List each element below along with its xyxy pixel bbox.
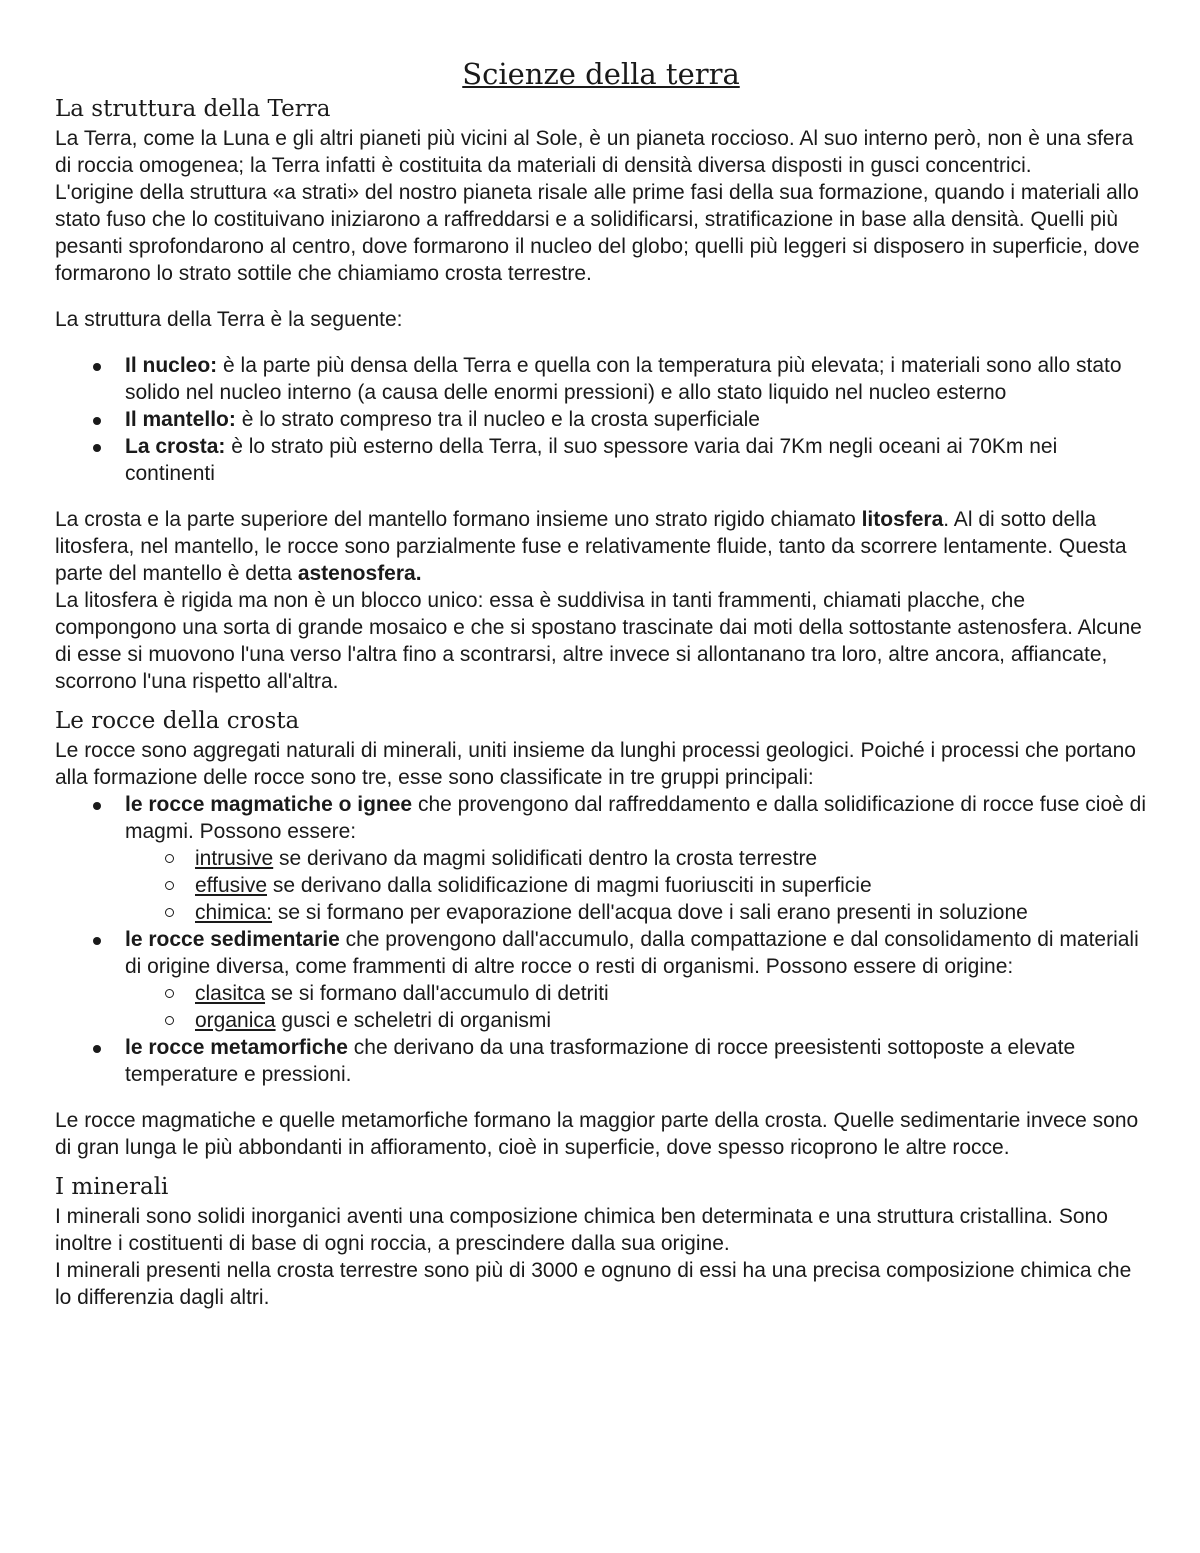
sub-item-text: gusci e scheletri di organismi	[275, 1009, 552, 1032]
sub-list-item	[195, 1007, 1147, 1034]
sub-item-term: effusive	[195, 874, 267, 897]
sub-item-text: se si formano dall'accumulo di detriti	[265, 982, 609, 1005]
bullet-list	[55, 791, 1147, 1088]
list-item-term: le rocce sedimentarie	[125, 928, 340, 951]
list-item	[125, 791, 1147, 926]
bold-term: litosfera	[861, 508, 944, 531]
text-run: La crosta e la parte superiore del mantello formano insieme uno strato rigido chiamato	[55, 508, 862, 531]
list-item-text: che derivano da una trasformazione di rocce preesistenti sottoposte a elevate temperature e pressioni.	[125, 1036, 1076, 1086]
paragraph: Le rocce magmatiche e quelle metamorfiche formano la maggior parte della crosta. Quelle sedimentarie invece sono di gran lunga le più abbondanti in affioramento, cioè in superficie, dove spesso ricoprono le altre rocce.	[55, 1109, 1139, 1159]
section-heading-struttura: La struttura della Terra	[55, 96, 331, 122]
sub-list-item	[195, 899, 1147, 926]
list-item-text: è lo strato più esterno della Terra, il suo spessore varia dai 7Km negli oceani ai 70Km nei continenti	[125, 435, 1058, 485]
sub-list-item	[195, 845, 1147, 872]
sub-item-term: organica	[195, 1009, 276, 1032]
list-item-text: che provengono dal raffreddamento e dalla solidificazione di rocce fuse cioè di magmi. Possono essere:	[125, 793, 1147, 843]
list-item-text: che provengono dall'accumulo, dalla compattazione e dal consolidamento di materiali di origine diversa, come frammenti di altre rocce o resti di organismi. Possono essere di origine:	[125, 928, 1139, 978]
sub-item-text: se si formano per evaporazione dell'acqua dove i sali erano presenti in soluzione	[272, 901, 1028, 924]
section-heading-minerali: I minerali	[55, 1174, 169, 1200]
paragraph: La litosfera è rigida ma non è un blocco unico: essa è suddivisa in tanti frammenti, chiamati placche, che compongono una sorta di grande mosaico e che si spostano trascinate dai moti della sottostante astenosfera. Alcune di esse si muovono l'una verso l'altra fino a scontrarsi, altre invece si allontanano tra loro, altre ancora, affiancate, scorrono l'una rispetto all'altra.	[55, 589, 1142, 693]
sub-item-term: chimica:	[195, 901, 273, 924]
list-item-term: le rocce magmatiche o ignee	[125, 793, 413, 816]
bullet-list	[55, 352, 1147, 487]
document-title: Scienze della terra	[462, 57, 740, 91]
list-item	[125, 926, 1147, 1034]
sub-list	[125, 845, 1147, 926]
list-item-text: è lo strato compreso tra il nucleo e la crosta superficiale	[235, 408, 760, 431]
section-heading-rocce: Le rocce della crosta	[55, 708, 300, 734]
paragraph	[55, 506, 1147, 587]
list-item-term: La crosta:	[125, 435, 226, 458]
paragraph: I minerali sono solidi inorganici aventi una composizione chimica ben determinata e una struttura cristallina. Sono inoltre i costituenti di base di ogni roccia, a prescindere dalla sua origine.	[55, 1205, 1108, 1255]
paragraph: La struttura della Terra è la seguente:	[55, 308, 403, 331]
paragraph: L'origine della struttura «a strati» del nostro pianeta risale alle prime fasi della sua formazione, quando i materiali allo stato fuso che lo costituivano iniziarono a raffreddarsi e a solidificarsi, stratificazione in base alla densità. Quelli più pesanti sprofondarono al centro, dove formarono il nucleo del globo; quelli più leggeri si disposero in superficie, dove formarono lo strato sottile che chiamiamo crosta terrestre.	[55, 181, 1140, 285]
list-item-text: è la parte più densa della Terra e quella con la temperatura più elevata; i materiali sono allo stato solido nel nucleo interno (a causa delle enormi pressioni) e allo stato liquido nel nucleo esterno	[125, 354, 1122, 404]
paragraph: La Terra, come la Luna e gli altri pianeti più vicini al Sole, è un pianeta roccioso. Al suo interno però, non è una sfera di roccia omogenea; la Terra infatti è costituita da materiali di densità diversa disposti in gusci concentrici.	[55, 127, 1134, 177]
sub-list-item	[195, 980, 1147, 1007]
sub-list-item	[195, 872, 1147, 899]
sub-item-term: clasitca	[195, 982, 266, 1005]
sub-list	[125, 980, 1147, 1034]
sub-item-text: se derivano da magmi solidificati dentro la crosta terrestre	[273, 847, 818, 870]
list-item	[125, 406, 1147, 433]
text-run: . Al di sotto della litosfera, nel mantello, le rocce sono parzialmente fuse e relativamente fluide, tanto da scorrere lentamente. Questa parte del mantello è detta	[55, 508, 1127, 585]
document-page	[55, 55, 1147, 1311]
sub-item-text: se derivano dalla solidificazione di magmi fuoriusciti in superficie	[267, 874, 872, 897]
list-item-term: le rocce metamorfiche	[125, 1036, 348, 1059]
paragraph: Le rocce sono aggregati naturali di minerali, uniti insieme da lunghi processi geologici. Poiché i processi che portano alla formazione delle rocce sono tre, esse sono classificate in tre gruppi principali:	[55, 739, 1136, 789]
bold-term: astenosfera.	[297, 562, 422, 585]
list-item-term: Il nucleo:	[125, 354, 218, 377]
list-item	[125, 1034, 1147, 1088]
sub-item-term: intrusive	[195, 847, 274, 870]
paragraph: I minerali presenti nella crosta terrestre sono più di 3000 e ognuno di essi ha una precisa composizione chimica che lo differenzia dagli altri.	[55, 1259, 1132, 1309]
list-item	[125, 433, 1147, 487]
list-item	[125, 352, 1147, 406]
list-item-term: Il mantello:	[125, 408, 236, 431]
